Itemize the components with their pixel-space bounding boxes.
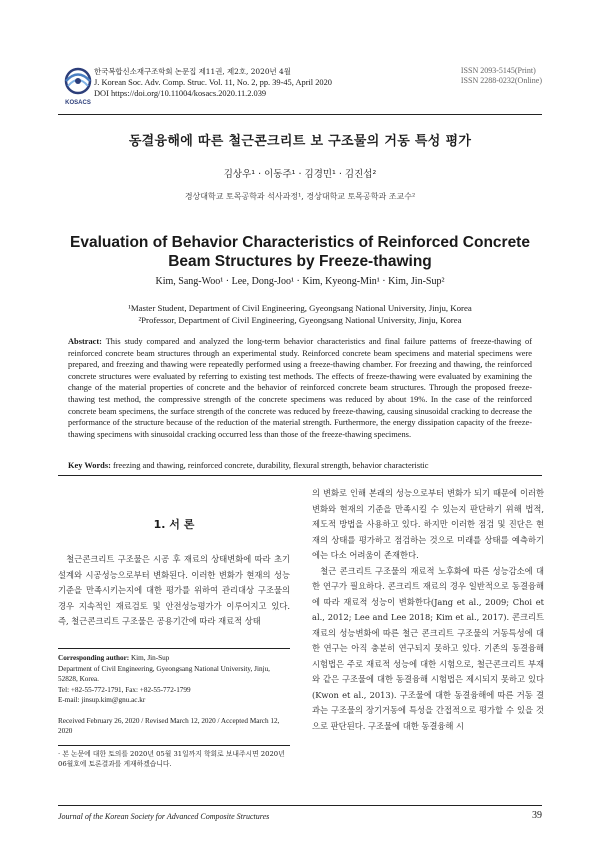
corr-name: Kim, Jin-Sup [130,654,170,662]
english-title-line1: Evaluation of Behavior Characteristics of Reinforced Concrete [70,234,530,251]
korean-affiliation: 경상대학교 토목공학과 석사과정¹, 경상대학교 토목공학과 조교수² [184,192,416,201]
keywords-divider [58,475,542,476]
right-column [312,486,544,734]
header-doi: DOI https://doi.org/10.11004/kosacs.2020.11.2.039 [94,89,267,98]
keywords [68,461,532,470]
abstract-label: Abstract: [68,337,102,346]
right-paragraph-2: 철근 콘크리트 구조물의 재료적 노후화에 따른 성능감소에 대한 연구가 필요하다. 콘크리트 재료의 경우 일반적으로 동결융해에 따라 재료적 성능이 변화한다(Jang et al., 2009; Choi et al., 2012; Lee and Lee 2018; Kim et al., 2017). 콘크리트 재료의 성능변화에 따른 철근 콘크리트 구조물의 거동특성에 대한 연구는 아직 충분히 연구되지 못하고 있다. 기존의 동결융해시험법은 주로 재료적 성능에 대한 시험으로, 철근콘크리트 부재와 같은 구조물에 대한 동결융해 시험법은 제시되지 못하고 있다(Kwon et al., 2013). 구조물에 대한 동결융해에 따른 거동 결과는 구조물의 장기거동에 특성을 간접적으로 평가할 수 있을 것으로 판단된다. 구조물에 대한 동결융해 시 [312,565,544,731]
affiliation-1: ¹Master Student, Department of Civil Engineering, Gyeongsang National University, Jinju, Korea [128,303,472,313]
keywords-label: Key Words: [68,461,111,470]
right-body [312,486,544,734]
received-dates: Received February 26, 2020 / Revised March 12, 2020 / Accepted March 12, 2020 [58,716,280,735]
left-column [58,486,290,630]
keywords-text: freezing and thawing, reinforced concrete, durability, flexural strength, behavior characteristic [112,461,429,470]
affiliation-2: ²Professor, Department of Civil Engineering, Gyeongsang National University, Jinju, Korea [138,315,462,325]
abstract [68,336,532,440]
korean-authors: 김상우¹ · 이동주¹ · 김경민¹ · 김진섭² [223,169,377,180]
english-title-line2: Beam Structures by Freeze-thawing [168,253,432,270]
intro-body [58,552,290,630]
header-line-english: J. Korean Soc. Adv. Comp. Struc. Vol. 11, No. 2, pp. 39-45, April 2020 [94,78,332,87]
header-citation [94,66,332,99]
kosacs-logo-icon [58,66,98,108]
header-line-korean: 한국복합신소재구조학회 논문집 제11권, 제2호, 2020년 4월 [94,67,291,76]
issn-print: ISSN 2093-5145(Print) [460,66,536,75]
page-number: 39 [532,810,542,821]
corr-dept: Department of Civil Engineering, Gyeongsang National University, Jinju, 52828, Korea. [58,664,270,683]
english-affiliation [0,302,600,326]
footer-divider [58,805,542,806]
journal-header [58,66,542,114]
section-title-intro: 1. 서 론 [153,518,195,531]
right-paragraph-1: 의 변화로 인해 본래의 성능으로부터 변화가 되기 때문에 이러한 변화와 현재의 기준을 만족시킬 수 있는지 판단하기 위해 법적, 제도적 방법을 사용하고 있다. 하지만 이러한 점검 및 진단은 현재의 상태를 평가하고 점검하는 것으로 미래를 상태를 예측하기에는 다소 어려움이 존재한다. [312,488,544,560]
english-authors: Kim, Sang-Woo¹ · Lee, Dong-Joo¹ · Kim, Kyeong-Min¹ · Kim, Jin-Sup² [155,276,445,287]
corr-tel: Tel: +82-55-772-1791, Fax: +82-55-772-1799 [58,685,191,694]
issn-online: ISSN 2288-0232(Online) [460,76,542,85]
korean-title: 동결융해에 따른 철근콘크리트 보 구조물의 거동 특성 평가 [128,134,472,149]
intro-paragraph-1: 철근콘크리트 구조물은 시공 후 재료의 상태변화에 따라 초기설계와 시공성능으로부터 변화된다. 이러한 변화가 현재의 성능기준을 만족시키는지에 대한 평가를 위하여 관리대상 구조물의 경우 지속적인 재료검토 및 안전성능평가가 이루어지고 있다. 즉, 철근콘크리트 구조물은 공용기간에 따라 재료적 상태 [58,554,290,626]
header-divider [58,114,542,115]
footer-journal: Journal of the Korean Society for Advanced Composite Structures [58,812,270,821]
issn-block [461,66,542,86]
abstract-text: This study compared and analyzed the long-term behavior characteristics and final failure patterns of freeze-thawing of reinforced concrete beam structures through an experimental study. Reinforced concrete beam specimens and material specimens were prepared, and freezing and thawing were repeatedly performed using a freeze-thawing chamber. For freezing and thawing, the reinforced concrete structures were evaluated by referring to existing test methods. The effects of freeze-thawing were evaluated by examining the change of the material properties of concrete and the behavior of reinforced concrete beam structures. Through the proposed freeze-thawing test method, the compressive strength of the concrete specimens was reduced by about 19%. In the case of the reinforced concrete beam specimens, the surface strength of the concrete was reduced by freeze-thawing, causing sinusoidal cracking to decrease the performance of the structure because of the reduction of the material strength. Furthermore, the energy dissipation capacity of the freeze-thawing specimens with sinusoidal cracking occurred less than those of the freeze-thawing specimens. [68,337,532,439]
corr-label: Corresponding author: [58,654,130,662]
corr-email: E-mail: jinsup.kim@gnu.ac.kr [58,696,146,704]
note-divider [58,745,290,746]
correspondence-box [58,648,290,769]
logo-text: KOSACS [65,100,91,106]
english-title [0,233,600,271]
discussion-note: · 본 논문에 대한 토의를 2020년 05월 31일까지 학회로 보내주시면 2020년 06월호에 토론결과를 게재하겠습니다. [58,749,285,768]
